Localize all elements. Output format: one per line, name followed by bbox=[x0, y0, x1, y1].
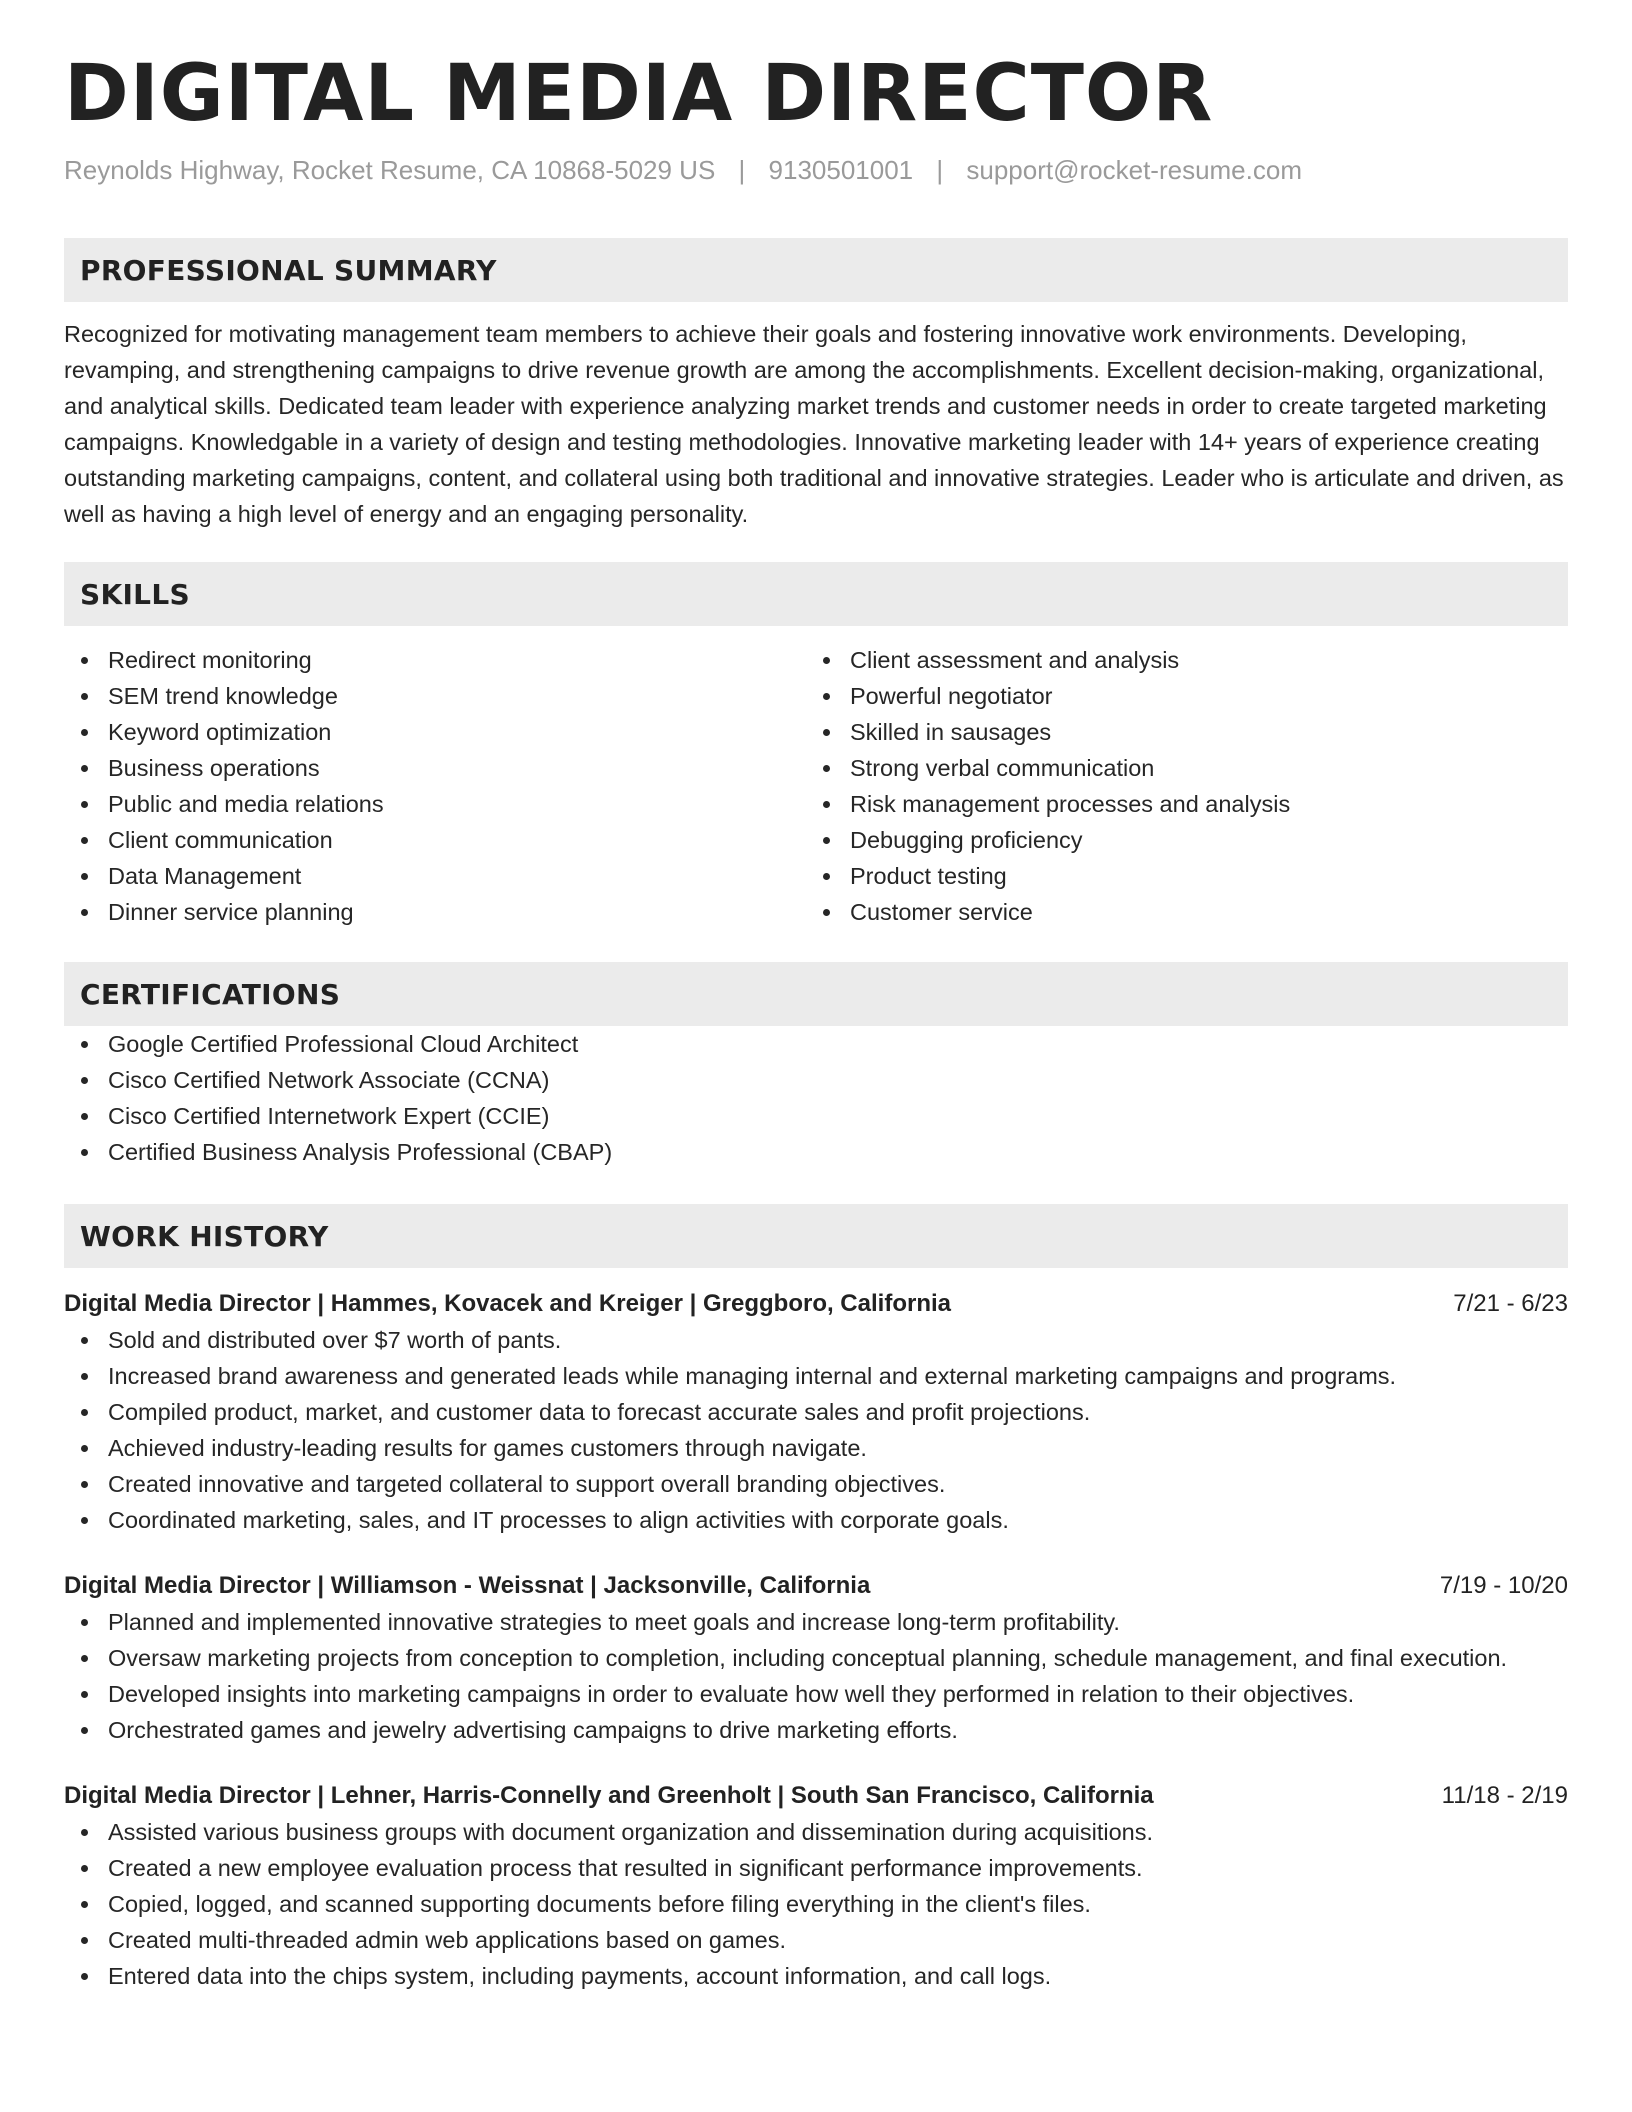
summary-section-header bbox=[64, 238, 1568, 302]
job-bullet: Compiled product, market, and customer data to forecast accurate sales and profit projections. bbox=[64, 1394, 1568, 1430]
job-entry bbox=[64, 1778, 1568, 1994]
skill-item: Debugging proficiency bbox=[806, 822, 1548, 858]
job-entry bbox=[64, 1568, 1568, 1748]
job-header bbox=[64, 1778, 1568, 1814]
resume-title: DIGITAL MEDIA DIRECTOR bbox=[64, 49, 1214, 139]
skill-item: SEM trend knowledge bbox=[64, 678, 806, 714]
certifications-list bbox=[64, 1026, 1568, 1170]
job-bullet: Created multi-threaded admin web applications based on games. bbox=[64, 1922, 1568, 1958]
skill-item: Client assessment and analysis bbox=[806, 642, 1548, 678]
skills-column-left bbox=[64, 642, 806, 930]
job-bullet: Created innovative and targeted collateral to support overall branding objectives. bbox=[64, 1466, 1568, 1502]
job-entry bbox=[64, 1286, 1568, 1538]
skill-item: Risk management processes and analysis bbox=[806, 786, 1548, 822]
summary-heading: PROFESSIONAL SUMMARY bbox=[80, 253, 497, 287]
skills-heading: SKILLS bbox=[80, 577, 190, 611]
skill-item: Business operations bbox=[64, 750, 806, 786]
contact-address: Reynolds Highway, Rocket Resume, CA 10868-5029 US bbox=[64, 155, 716, 186]
summary-text: Recognized for motivating management team members to achieve their goals and fostering innovative work environments. Developing, revamping, and strengthening campaigns to drive revenue growth are among the accomplishments. Excellent decision-making, organizational, and analytical skills. Dedicated team leader with experience analyzing market trends and customer needs in order to create targeted marketing campaigns. Knowledgable in a variety of design and testing methodologies. Innovative marketing leader with 14+ years of experience creating outstanding marketing campaigns, content, and collateral using both traditional and innovative strategies. Leader who is articulate and driven, as well as having a high level of energy and an engaging personality. bbox=[64, 321, 1564, 528]
work-history-section-header bbox=[64, 1204, 1568, 1268]
job-bullet-list bbox=[64, 1604, 1568, 1748]
skill-item: Data Management bbox=[64, 858, 806, 894]
job-dates: 7/21 - 6/23 bbox=[1453, 1290, 1568, 1318]
skills-list-right bbox=[806, 642, 1548, 930]
job-bullet: Created a new employee evaluation process that resulted in significant performance improvements. bbox=[64, 1850, 1568, 1886]
skill-item: Client communication bbox=[64, 822, 806, 858]
job-bullet-list bbox=[64, 1814, 1568, 1994]
job-dates: 11/18 - 2/19 bbox=[1441, 1782, 1568, 1810]
job-bullet: Copied, logged, and scanned supporting documents before filing everything in the client's files. bbox=[64, 1886, 1568, 1922]
certification-item: Cisco Certified Network Associate (CCNA) bbox=[64, 1062, 1568, 1098]
skills-column-right bbox=[806, 642, 1548, 930]
job-header bbox=[64, 1286, 1568, 1322]
certifications-section-header bbox=[64, 962, 1568, 1026]
skill-item: Strong verbal communication bbox=[806, 750, 1548, 786]
contact-email: support@rocket-resume.com bbox=[966, 155, 1302, 186]
certification-item: Cisco Certified Internetwork Expert (CCIE) bbox=[64, 1098, 1568, 1134]
skill-item: Product testing bbox=[806, 858, 1548, 894]
skill-item: Powerful negotiator bbox=[806, 678, 1548, 714]
job-bullet: Entered data into the chips system, including payments, account information, and call logs. bbox=[64, 1958, 1568, 1994]
skill-item: Customer service bbox=[806, 894, 1548, 930]
skills-grid bbox=[64, 642, 1568, 930]
contact-separator: | bbox=[738, 155, 746, 186]
job-bullet: Coordinated marketing, sales, and IT processes to align activities with corporate goals. bbox=[64, 1502, 1568, 1538]
job-title: Digital Media Director | Williamson - Weissnat | Jacksonville, California bbox=[64, 1572, 871, 1600]
job-header bbox=[64, 1568, 1568, 1604]
job-title: Digital Media Director | Lehner, Harris-Connelly and Greenholt | South San Francisco, California bbox=[64, 1782, 1154, 1810]
contact-line bbox=[64, 154, 1568, 188]
skill-item: Dinner service planning bbox=[64, 894, 806, 930]
contact-separator: | bbox=[936, 155, 944, 186]
job-bullet: Increased brand awareness and generated leads while managing internal and external marketing campaigns and programs. bbox=[64, 1358, 1568, 1394]
job-dates: 7/19 - 10/20 bbox=[1439, 1572, 1568, 1600]
skill-item: Keyword optimization bbox=[64, 714, 806, 750]
contact-phone: 9130501001 bbox=[768, 155, 914, 186]
skills-section-header bbox=[64, 562, 1568, 626]
work-history-heading: WORK HISTORY bbox=[80, 1219, 329, 1253]
certification-item: Google Certified Professional Cloud Architect bbox=[64, 1026, 1568, 1062]
job-bullet-list bbox=[64, 1322, 1568, 1538]
job-bullet: Developed insights into marketing campaigns in order to evaluate how well they performed in relation to their objectives. bbox=[64, 1676, 1568, 1712]
certifications-heading: CERTIFICATIONS bbox=[80, 977, 341, 1011]
job-title: Digital Media Director | Hammes, Kovacek and Kreiger | Greggboro, California bbox=[64, 1290, 951, 1318]
skill-item: Redirect monitoring bbox=[64, 642, 806, 678]
job-bullet: Achieved industry-leading results for games customers through navigate. bbox=[64, 1430, 1568, 1466]
job-bullet: Sold and distributed over $7 worth of pants. bbox=[64, 1322, 1568, 1358]
certification-item: Certified Business Analysis Professional (CBAP) bbox=[64, 1134, 1568, 1170]
skills-list-left bbox=[64, 642, 806, 930]
job-bullet: Oversaw marketing projects from conception to completion, including conceptual planning, schedule management, and final execution. bbox=[64, 1640, 1568, 1676]
job-bullet: Orchestrated games and jewelry advertising campaigns to drive marketing efforts. bbox=[64, 1712, 1568, 1748]
skill-item: Skilled in sausages bbox=[806, 714, 1548, 750]
job-bullet: Planned and implemented innovative strategies to meet goals and increase long-term profitability. bbox=[64, 1604, 1568, 1640]
job-bullet: Assisted various business groups with document organization and dissemination during acquisitions. bbox=[64, 1814, 1568, 1850]
skill-item: Public and media relations bbox=[64, 786, 806, 822]
